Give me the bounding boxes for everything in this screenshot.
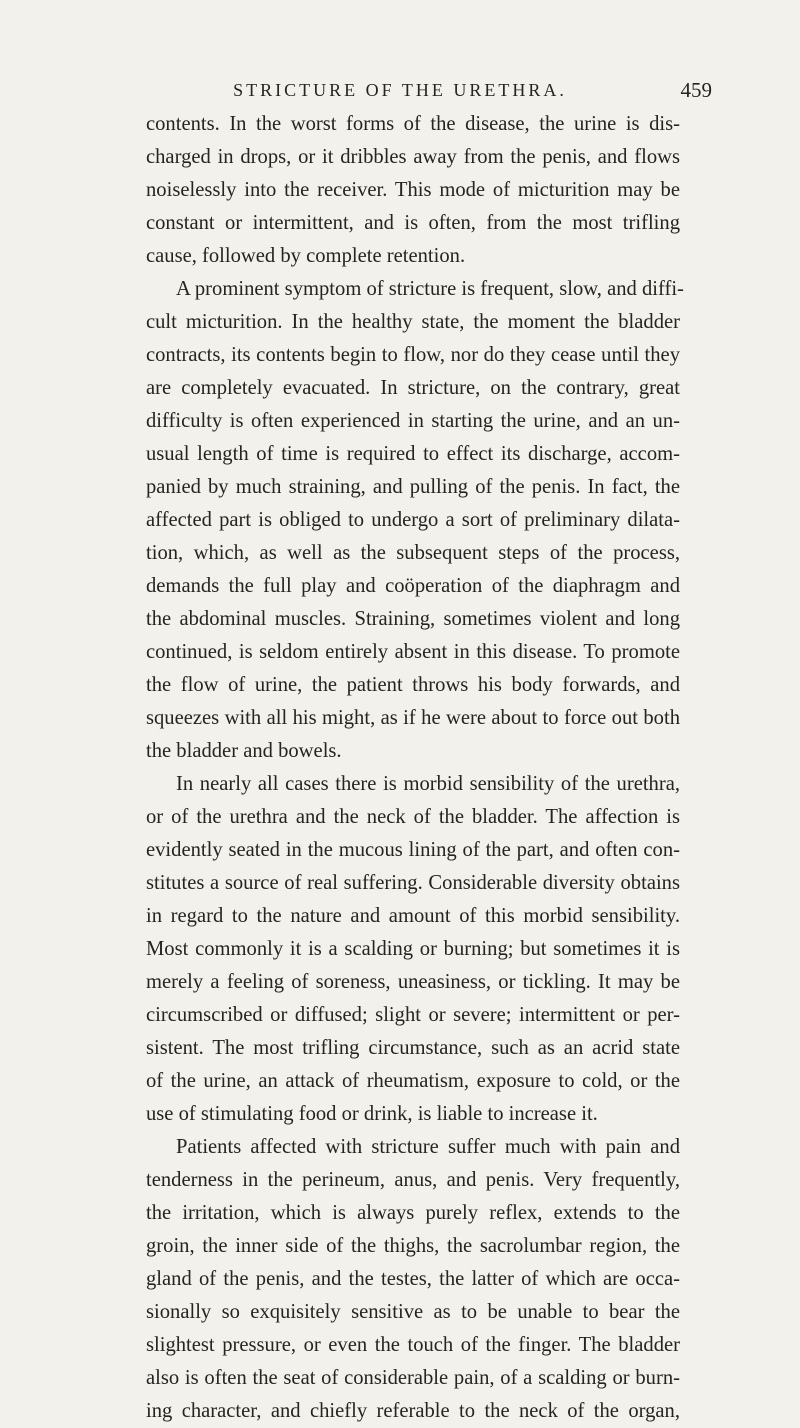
- text-line: constant or intermittent, and is often, from the most trifling: [146, 212, 680, 234]
- text-line: noiselessly into the receiver. This mode of micturition may be: [146, 179, 680, 201]
- text-line: Most commonly it is a scalding or burning; but sometimes it is: [146, 938, 680, 960]
- text-line: the abdominal muscles. Straining, sometimes violent and long: [146, 608, 680, 630]
- text-line: groin, the inner side of the thighs, the sacrolumbar region, the: [146, 1235, 680, 1257]
- text-line: evidently seated in the mucous lining of the part, and often con-: [146, 839, 680, 861]
- text-line: are completely evacuated. In stricture, on the contrary, great: [146, 377, 680, 399]
- text-line: contracts, its contents begin to flow, nor do they cease until they: [146, 344, 680, 366]
- text-line: sistent. The most trifling circumstance, such as an acrid state: [146, 1037, 680, 1059]
- text-line: usual length of time is required to effect its discharge, accom-: [146, 443, 680, 465]
- text-line: of the urine, an attack of rheumatism, exposure to cold, or the: [146, 1070, 680, 1092]
- text-line: circumscribed or diffused; slight or severe; intermittent or per-: [146, 1004, 680, 1026]
- text-line: use of stimulating food or drink, is liable to increase it.: [146, 1103, 598, 1125]
- text-line: difficulty is often experienced in starting the urine, and an un-: [146, 410, 680, 432]
- text-line: continued, is seldom entirely absent in this disease. To promote: [146, 641, 680, 663]
- text-line: panied by much straining, and pulling of the penis. In fact, the: [146, 476, 680, 498]
- text-line: gland of the penis, and the testes, the latter of which are occa-: [146, 1268, 680, 1290]
- text-line: also is often the seat of considerable pain, of a scalding or burn-: [146, 1367, 680, 1389]
- page-number: 459: [680, 78, 712, 102]
- text-line: the bladder and bowels.: [146, 740, 342, 762]
- text-line: Patients affected with stricture suffer much with pain and: [176, 1136, 680, 1158]
- text-line: tion, which, as well as the subsequent steps of the process,: [146, 542, 680, 564]
- text-line: ing character, and chiefly referable to the neck of the organ,: [146, 1400, 680, 1422]
- running-title: STRICTURE OF THE URETHRA.: [233, 80, 567, 100]
- text-line: in regard to the nature and amount of this morbid sensibility.: [146, 905, 680, 927]
- text-line: stitutes a source of real suffering. Considerable diversity obtains: [146, 872, 680, 894]
- body-text: [146, 108, 684, 1428]
- text-line: charged in drops, or it dribbles away from the penis, and flows: [146, 146, 680, 168]
- text-line: tenderness in the perineum, anus, and penis. Very frequently,: [146, 1169, 680, 1191]
- text-line: the flow of urine, the patient throws his body forwards, and: [146, 674, 680, 696]
- text-line: affected part is obliged to undergo a sort of preliminary dilata-: [146, 509, 680, 531]
- text-line: the irritation, which is always purely reflex, extends to the: [146, 1202, 680, 1224]
- text-line: or of the urethra and the neck of the bladder. The affection is: [146, 806, 680, 828]
- text-line: cause, followed by complete retention.: [146, 245, 466, 267]
- text-line: slightest pressure, or even the touch of the finger. The bladder: [146, 1334, 680, 1356]
- text-line: In nearly all cases there is morbid sensibility of the urethra,: [176, 773, 680, 795]
- text-line: cult micturition. In the healthy state, the moment the bladder: [146, 311, 680, 333]
- text-line: sionally so exquisitely sensitive as to be unable to bear the: [146, 1301, 680, 1323]
- text-line: A prominent symptom of stricture is frequent, slow, and diffi-: [176, 278, 684, 300]
- text-line: merely a feeling of soreness, uneasiness, or tickling. It may be: [146, 971, 680, 993]
- text-line: squeezes with all his might, as if he were about to force out both: [146, 707, 680, 729]
- text-line: demands the full play and coöperation of the diaphragm and: [146, 575, 680, 597]
- text-line: contents. In the worst forms of the disease, the urine is dis-: [146, 113, 680, 135]
